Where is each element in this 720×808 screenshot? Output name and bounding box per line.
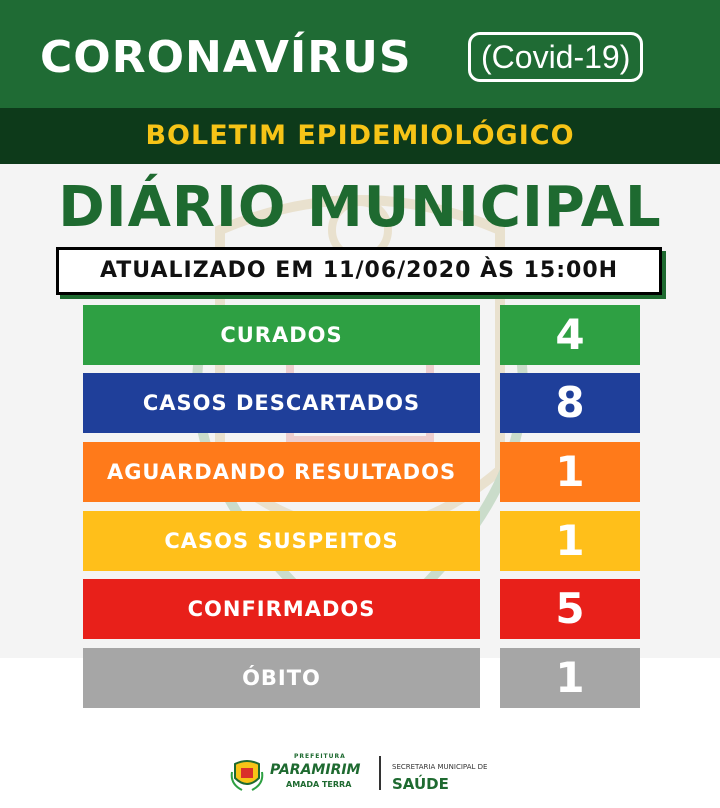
row-suspeitos-value: 1 (500, 511, 640, 571)
logo-tagline: AMADA TERRA (286, 780, 352, 789)
update-timestamp: ATUALIZADO EM 11/06/2020 ÀS 15:00H (56, 247, 662, 295)
logo-prefeitura: PREFEITURA (294, 753, 346, 760)
row-curados-value: 4 (500, 305, 640, 365)
city-emblem-icon (230, 758, 264, 792)
saude-label: SAÚDE (392, 775, 449, 793)
secretaria-label: SECRETARIA MUNICIPAL DE (392, 763, 488, 771)
row-curados-label: CURADOS (83, 305, 480, 365)
row-descartados-label: CASOS DESCARTADOS (83, 373, 480, 433)
footer-divider (379, 756, 381, 790)
row-obito-label: ÓBITO (83, 648, 480, 708)
page-title: CORONAVÍRUS (40, 32, 412, 83)
page-subtitle: (Covid-19) (468, 32, 643, 82)
row-aguardando-label: AGUARDANDO RESULTADOS (83, 442, 480, 502)
bulletin-title: BOLETIM EPIDEMIOLÓGICO (145, 120, 575, 151)
logo-city-name: PARAMIRIM (270, 762, 361, 778)
row-obito-value: 1 (500, 648, 640, 708)
diario-municipal-heading: DIÁRIO MUNICIPAL (58, 175, 662, 240)
row-descartados-value: 8 (500, 373, 640, 433)
row-aguardando-value: 1 (500, 442, 640, 502)
row-confirmados-label: CONFIRMADOS (83, 579, 480, 639)
row-suspeitos-label: CASOS SUSPEITOS (83, 511, 480, 571)
row-confirmados-value: 5 (500, 579, 640, 639)
